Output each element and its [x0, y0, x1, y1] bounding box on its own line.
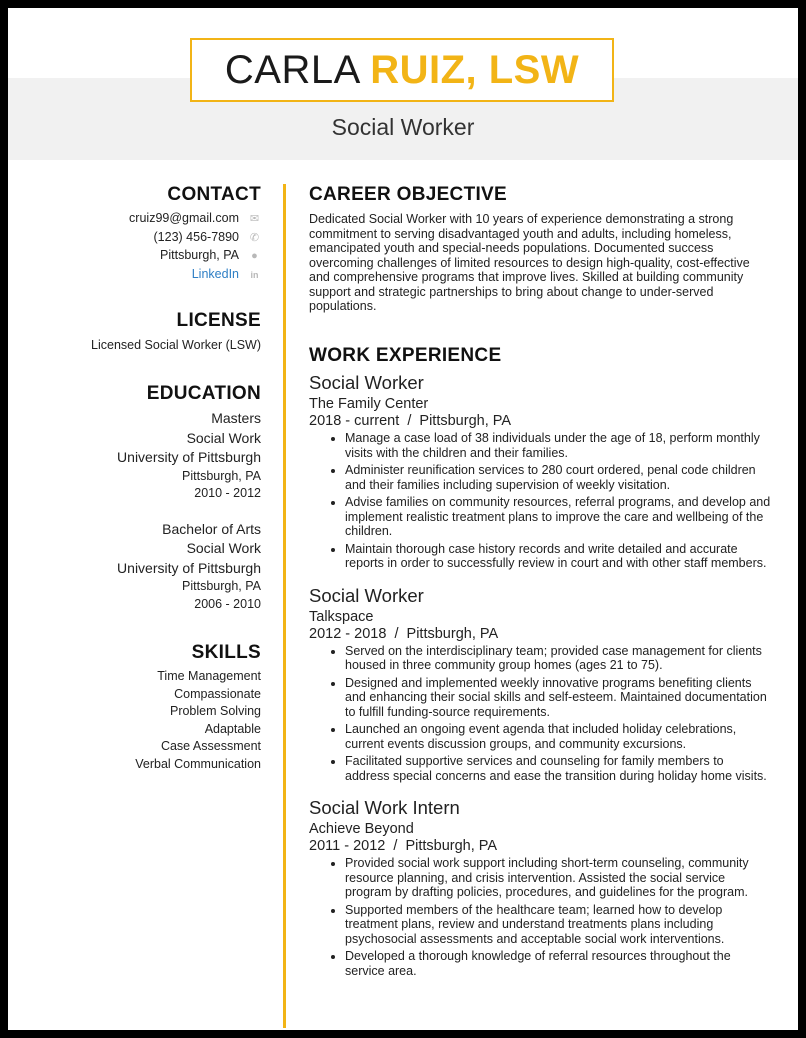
- skill-item: Time Management: [157, 669, 261, 683]
- skill-item: Compassionate: [174, 686, 261, 701]
- job-company: Achieve Beyond: [309, 821, 414, 837]
- skills-list: [8, 668, 261, 773]
- contact-phone: (123) 456-7890: [153, 229, 239, 244]
- education-field: Social Work: [186, 429, 261, 446]
- phone-icon: ✆: [249, 231, 260, 244]
- objective-section: [309, 184, 771, 314]
- education-school: University of Pittsburgh: [117, 559, 261, 576]
- license-section: [8, 310, 261, 355]
- job-entry: [309, 585, 771, 784]
- job-title: Social Worker: [309, 372, 424, 393]
- job-bullet: • Developed a thorough knowledge of referral resources throughout the service area.: [345, 949, 771, 978]
- job-company: Talkspace: [309, 608, 374, 625]
- education-location: Pittsburgh, PA: [182, 468, 261, 483]
- education-entry: [8, 520, 261, 614]
- education-dates: 2006 - 2010: [194, 596, 261, 611]
- education-location: Pittsburgh, PA: [182, 579, 261, 593]
- skill-item: Verbal Communication: [135, 756, 261, 771]
- job-bullet: • Launched an ongoing event agenda that included holiday celebrations, current events discussion groups, and community excursions.: [345, 722, 771, 751]
- job-entry: [309, 797, 771, 978]
- license-text: Licensed Social Worker (LSW): [91, 338, 261, 352]
- column-divider: [283, 184, 286, 1028]
- last-name: RUIZ, LSW: [370, 48, 580, 92]
- job-title: Social Worker: [331, 114, 475, 140]
- job-bullet: • Provided social work support including short-term counseling, community resource planning, and crisis intervention. Assisted the social service program by drafting policies, procedures, and guidelines for the program.: [345, 856, 771, 900]
- education-dates: 2010 - 2012: [194, 486, 261, 500]
- education-school: University of Pittsburgh: [117, 449, 261, 465]
- experience-heading: WORK EXPERIENCE: [309, 345, 502, 366]
- job-bullets: [309, 644, 771, 784]
- skills-heading: SKILLS: [191, 642, 261, 663]
- envelope-icon: ✉: [249, 213, 260, 225]
- job-title: Social Worker: [309, 584, 424, 606]
- education-section: [8, 383, 261, 613]
- objective-heading: CAREER OBJECTIVE: [309, 184, 508, 205]
- education-heading: EDUCATION: [146, 383, 261, 404]
- objective-text: Dedicated Social Worker with 10 years of experience demonstrating a strong commitment to serving disadvantaged youth and adults, including homeless, emancipated youth and special-needs populations. Documented success overcoming challenges of limited resources to design high-quality, cost-effective and comprehensive programs that improve lives. Skilled at building community support and strategic partnerships to bring about change to under-served populations.: [309, 212, 750, 313]
- license-heading: LICENSE: [176, 310, 261, 331]
- contact-linkedin-row: [8, 266, 261, 285]
- job-bullet: • Administer reunification services to 280 court ordered, penal code children and their families including supervision of weekly visitation.: [345, 463, 771, 492]
- education-degree: Masters: [211, 410, 261, 426]
- job-company: The Family Center: [309, 396, 429, 412]
- education-degree: Bachelor of Arts: [162, 520, 261, 537]
- skill-item: Problem Solving: [169, 704, 261, 718]
- contact-location: Pittsburgh, PA: [160, 248, 239, 262]
- job-entry: [309, 372, 771, 571]
- contact-phone-row: [8, 229, 261, 248]
- location-pin-icon: ●: [251, 250, 258, 262]
- job-bullet: • Designed and implemented weekly innovative programs benefiting clients and enhancing their social skills and self-esteem. Maintained documentation to fulfill funding-source requirements.: [345, 676, 771, 720]
- job-bullet: • Served on the interdisciplinary team; provided case management for clients housed in three community group homes (ages 21 to 75).: [345, 644, 771, 673]
- job-bullets: [309, 431, 771, 571]
- contact-location-row: [8, 247, 261, 266]
- job-bullet: • Facilitated supportive services and counseling for family members to address special concerns and ease the transition during holiday home visits.: [345, 754, 771, 783]
- job-dates: 2012 - 2018 / Pittsburgh, PA: [309, 625, 499, 642]
- job-bullet: • Maintain thorough case history records and write detailed and accurate reports in order to successfully review in court and with other staff members.: [345, 542, 771, 571]
- first-name: CARLA: [224, 48, 359, 92]
- skill-item: Case Assessment: [160, 739, 261, 753]
- linkedin-icon: in: [250, 269, 259, 280]
- job-bullet: • Supported members of the healthcare team; learned how to develop treatment plans, review and understand treatments plans including psychosocial assessments and acceptable social work interventions.: [345, 903, 771, 947]
- contact-section: [8, 184, 261, 284]
- education-entry: [8, 409, 261, 503]
- job-dates: 2018 - current / Pittsburgh, PA: [309, 413, 512, 429]
- contact-email-row: [8, 210, 261, 229]
- experience-section: [309, 345, 771, 981]
- contact-email[interactable]: cruiz99@gmail.com: [129, 211, 239, 225]
- contact-heading: CONTACT: [167, 184, 261, 205]
- job-bullets: [309, 856, 771, 978]
- skills-section: [8, 642, 261, 773]
- name-box: [190, 38, 614, 102]
- job-title: Social Work Intern: [309, 797, 460, 818]
- skill-item: Adaptable: [204, 721, 261, 736]
- job-bullet: • Manage a case load of 38 individuals under the age of 18, perform monthly visits with the children and their families.: [345, 431, 771, 460]
- linkedin-link[interactable]: LinkedIn: [191, 266, 239, 281]
- job-dates: 2011 - 2012 / Pittsburgh, PA: [309, 838, 498, 854]
- education-field: Social Work: [186, 540, 261, 556]
- resume-page: [8, 8, 798, 1030]
- job-bullet: • Advise families on community resources, referral programs, and develop and implement realistic treatment plans to improve the care and wellbeing of the children.: [345, 495, 771, 539]
